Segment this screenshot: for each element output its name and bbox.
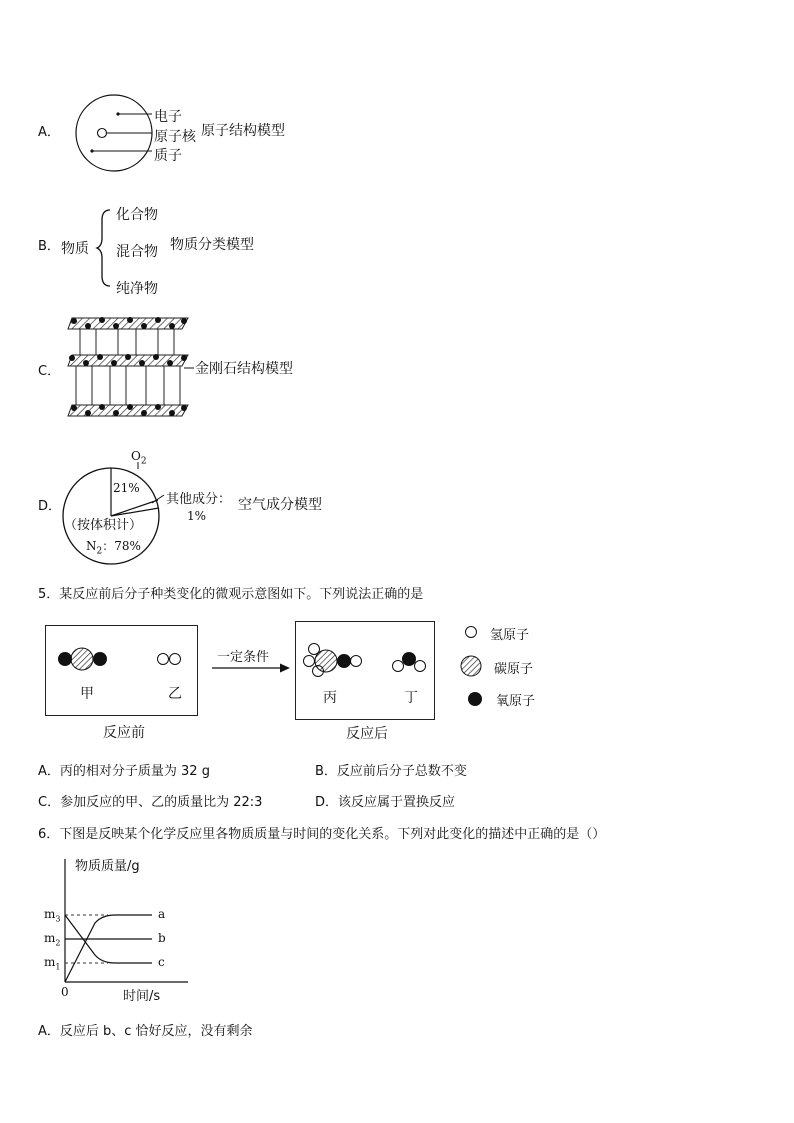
atom-legend-icons bbox=[460, 620, 490, 710]
o2-percentage: 21% bbox=[113, 481, 140, 495]
label-bing: 丙 bbox=[323, 690, 337, 706]
label-jia: 甲 bbox=[80, 686, 94, 702]
classification-root: 物质 bbox=[61, 241, 89, 257]
label-yi: 乙 bbox=[168, 686, 182, 702]
after-molecules bbox=[296, 637, 434, 687]
option-b-letter: B． bbox=[38, 239, 60, 254]
legend-oxygen: 氧原子 bbox=[496, 694, 536, 709]
before-molecules bbox=[46, 640, 197, 680]
option-c-letter: C． bbox=[38, 364, 61, 379]
reaction-arrow-icon bbox=[210, 662, 292, 674]
layered-structure-title: 金刚石结构模型 bbox=[195, 361, 293, 377]
before-caption: 反应前 bbox=[103, 725, 145, 741]
brace-icon bbox=[96, 208, 116, 288]
y-axis-label: 物质质量/g bbox=[75, 859, 140, 874]
atom-label-proton: 质子 bbox=[154, 148, 182, 164]
series-c-label: c bbox=[158, 955, 165, 969]
q6-stem: 6．下图是反映某个化学反应里各物质质量与时间的变化关系。下列对此变化的描述中正确的是（） bbox=[38, 827, 606, 842]
q5-option-d: D．该反应属于置换反应 bbox=[315, 795, 456, 810]
series-a-line bbox=[65, 915, 152, 982]
y-tick-m1: $m_1$ bbox=[44, 955, 61, 972]
atom-label-electron: 电子 bbox=[154, 109, 182, 125]
series-b-label: b bbox=[158, 931, 166, 945]
other-components-label: 其他成分： bbox=[166, 492, 232, 507]
q6-option-a: A．反应后 b、c 恰好反应，没有剩余 bbox=[38, 1024, 253, 1039]
q5-option-c: C．参加反应的甲、乙的质量比为 22:3 bbox=[38, 795, 263, 810]
volume-basis-label: （按体积计） bbox=[64, 518, 143, 533]
atom-label-nucleus: 原子核 bbox=[154, 129, 196, 145]
o2-label: $O_2$ bbox=[131, 449, 147, 467]
q5-stem: 5．某反应前后分子种类变化的微观示意图如下。下列说法正确的是 bbox=[38, 587, 424, 602]
classification-item-compound: 化合物 bbox=[116, 207, 158, 223]
q5-option-a: A．丙的相对分子质量为 32 g bbox=[38, 764, 210, 779]
y-tick-m2: $m_2$ bbox=[44, 931, 61, 948]
classification-item-mixture: 混合物 bbox=[116, 244, 158, 260]
series-a-label: a bbox=[158, 907, 166, 921]
n2-label: $N_2$：78% bbox=[86, 539, 141, 557]
layered-structure-diagram bbox=[66, 313, 196, 423]
classification-title: 物质分类模型 bbox=[170, 237, 254, 253]
atom-model-diagram bbox=[60, 93, 220, 173]
x-axis-label: 时间/s bbox=[123, 989, 161, 1004]
legend-carbon: 碳原子 bbox=[494, 662, 534, 677]
option-a-letter: A． bbox=[38, 125, 60, 140]
after-caption: 反应后 bbox=[346, 726, 388, 742]
mass-time-chart bbox=[40, 855, 190, 990]
legend-hydrogen: 氢原子 bbox=[490, 628, 530, 643]
reaction-condition: 一定条件 bbox=[217, 650, 270, 665]
label-ding: 丁 bbox=[404, 690, 418, 706]
atom-model-title: 原子结构模型 bbox=[201, 123, 285, 139]
option-d-letter: D． bbox=[38, 499, 62, 514]
y-tick-m3: $m_3$ bbox=[44, 907, 61, 924]
classification-item-pure: 纯净物 bbox=[116, 281, 158, 297]
other-components-pct: 1% bbox=[187, 509, 207, 523]
q5-option-b: B．反应前后分子总数不变 bbox=[315, 764, 467, 779]
air-composition-title: 空气成分模型 bbox=[238, 497, 322, 513]
origin-label: 0 bbox=[61, 985, 69, 999]
